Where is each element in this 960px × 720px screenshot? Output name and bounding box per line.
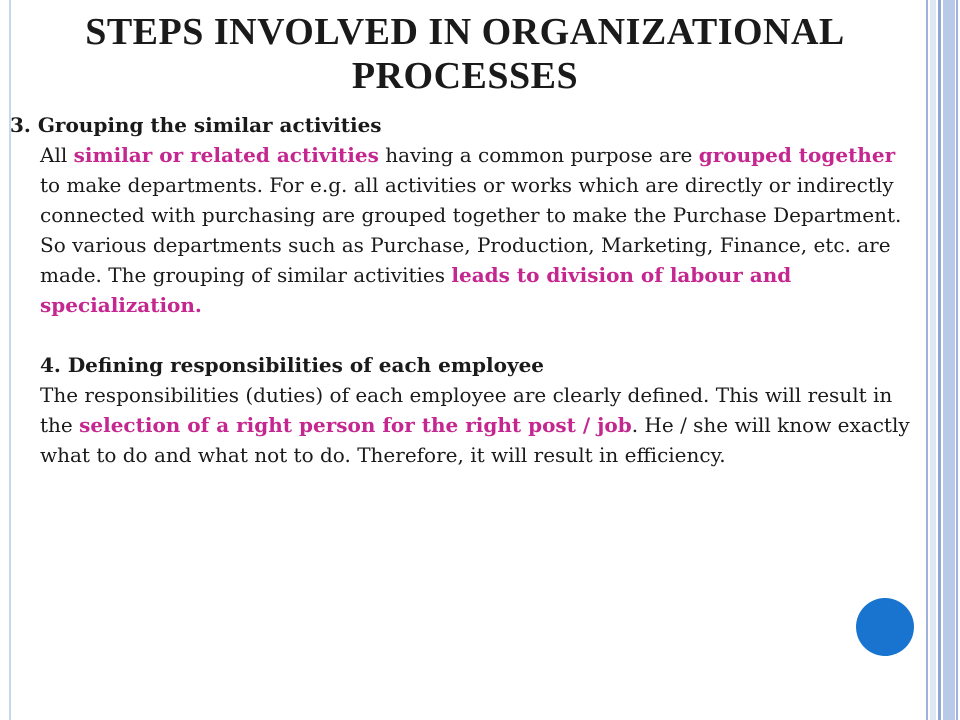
highlight-text: leads to division of labour and specialization. — [40, 263, 792, 317]
stripe — [956, 0, 958, 720]
stripe — [943, 0, 955, 720]
section-3-paragraph — [10, 140, 910, 320]
stripe — [930, 0, 936, 720]
section-4-heading: 4. Defining responsibilities of each employee — [40, 353, 545, 377]
highlight-text: similar or related activities — [73, 143, 379, 167]
text-run: . He / she will know exactly what to do and what not to do. Therefore, it will result in efficiency. — [40, 413, 910, 467]
highlight-text: selection of a right person for the right post / job — [79, 413, 632, 437]
text-run: to make departments. For e.g. all activities or works which are directly or indirectly connected with purchasing are grouped together to make the Purchase Department. So various departments such as Purchase, Production, Marketing, Finance, etc. are made. The grouping of similar activities — [40, 173, 902, 287]
section-4-paragraph — [10, 380, 910, 470]
text-run: The responsibilities (duties) of each employee are clearly defined. This will result in the — [40, 383, 893, 437]
slide-title: STEPS INVOLVED IN ORGANIZATIONAL PROCESSES — [85, 11, 845, 97]
blue-circle-decoration — [856, 598, 914, 656]
section-3-heading: 3. Grouping the similar activities — [10, 113, 382, 137]
right-decorative-stripes — [926, 0, 960, 720]
stripe — [926, 0, 928, 720]
stripe — [938, 0, 941, 720]
slide-body — [10, 110, 910, 470]
text-run: All — [40, 143, 74, 167]
text-run: having a common purpose are — [378, 143, 699, 167]
highlight-text: grouped together — [698, 143, 896, 167]
